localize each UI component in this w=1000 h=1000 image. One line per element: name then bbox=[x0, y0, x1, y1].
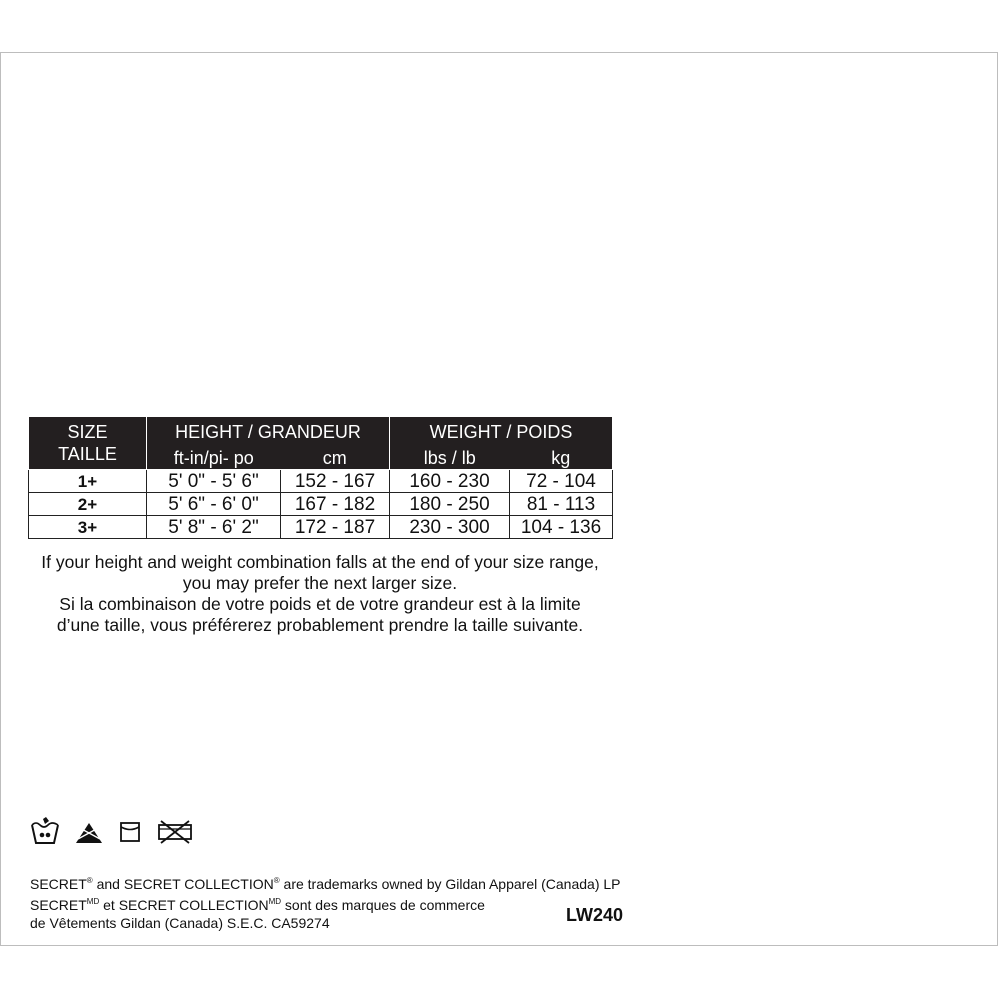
height-cm-cell: 152 - 167 bbox=[281, 470, 390, 493]
weight-header: WEIGHT / POIDS bbox=[390, 417, 613, 447]
size-header bbox=[29, 417, 147, 470]
registered-mark: ® bbox=[86, 876, 93, 885]
size-cell: 2+ bbox=[29, 493, 147, 516]
do-not-iron-icon bbox=[156, 817, 194, 845]
size-cell: 1+ bbox=[29, 470, 147, 493]
brand-text: et SECRET COLLECTION bbox=[99, 897, 269, 913]
size-cell: 3+ bbox=[29, 516, 147, 539]
weight-kg-cell: 72 - 104 bbox=[510, 470, 613, 493]
height-unit-cm: cm bbox=[281, 446, 390, 470]
height-ft-cell: 5' 0" - 5' 6" bbox=[147, 470, 281, 493]
no-bleach-icon bbox=[74, 817, 104, 845]
weight-kg-cell: 104 - 136 bbox=[510, 516, 613, 539]
height-cm-cell: 172 - 187 bbox=[281, 516, 390, 539]
weight-unit-kg: kg bbox=[510, 446, 613, 470]
md-mark: MD bbox=[268, 897, 282, 906]
note-en-line-1: If your height and weight combination falls at the end of your size range, bbox=[41, 552, 599, 572]
note-en-line-2: you may prefer the next larger size. bbox=[182, 573, 458, 593]
trademark-text: are trademarks owned by Gildan Apparel (Canada) LP bbox=[279, 876, 621, 892]
trademark-line-en bbox=[30, 872, 621, 893]
height-ft-cell: 5' 8" - 6' 2" bbox=[147, 516, 281, 539]
note-fr-line-2: d’une taille, vous préférerez probablement prendre la taille suivante. bbox=[56, 615, 584, 635]
height-cm-cell: 167 - 182 bbox=[281, 493, 390, 516]
trademark-text: sont des marques de commerce bbox=[281, 897, 485, 913]
table-row bbox=[29, 516, 613, 539]
care-symbols bbox=[30, 816, 194, 846]
size-chart-table bbox=[28, 416, 613, 539]
weight-lbs-cell: 160 - 230 bbox=[390, 470, 510, 493]
size-header-en: SIZE bbox=[67, 421, 108, 442]
sizing-note bbox=[28, 552, 612, 636]
registered-mark: ® bbox=[273, 876, 280, 885]
table-row bbox=[29, 470, 613, 493]
height-ft-cell: 5' 6" - 6' 0" bbox=[147, 493, 281, 516]
trademark-notice bbox=[30, 872, 624, 932]
trademark-line-fr-2: de Vêtements Gildan (Canada) S.E.C. CA59274 bbox=[30, 915, 330, 931]
brand-text: SECRET bbox=[30, 876, 87, 892]
tumble-dry-icon bbox=[118, 817, 142, 845]
md-mark: MD bbox=[86, 897, 100, 906]
weight-lbs-cell: 180 - 250 bbox=[390, 493, 510, 516]
weight-kg-cell: 81 - 113 bbox=[510, 493, 613, 516]
note-fr-line-1: Si la combinaison de votre poids et de votre grandeur est à la limite bbox=[59, 594, 581, 614]
trademark-line-fr bbox=[30, 893, 621, 914]
height-header: HEIGHT / GRANDEUR bbox=[147, 417, 390, 447]
brand-text: and SECRET COLLECTION bbox=[92, 876, 274, 892]
product-code: LW240 bbox=[566, 905, 624, 925]
weight-unit-lbs: lbs / lb bbox=[390, 446, 510, 470]
size-header-fr: TAILLE bbox=[58, 444, 117, 464]
height-unit-ft: ft-in/pi- po bbox=[147, 446, 281, 470]
hand-wash-icon bbox=[30, 817, 60, 845]
brand-text: SECRET bbox=[30, 897, 87, 913]
table-row bbox=[29, 493, 613, 516]
weight-lbs-cell: 230 - 300 bbox=[390, 516, 510, 539]
